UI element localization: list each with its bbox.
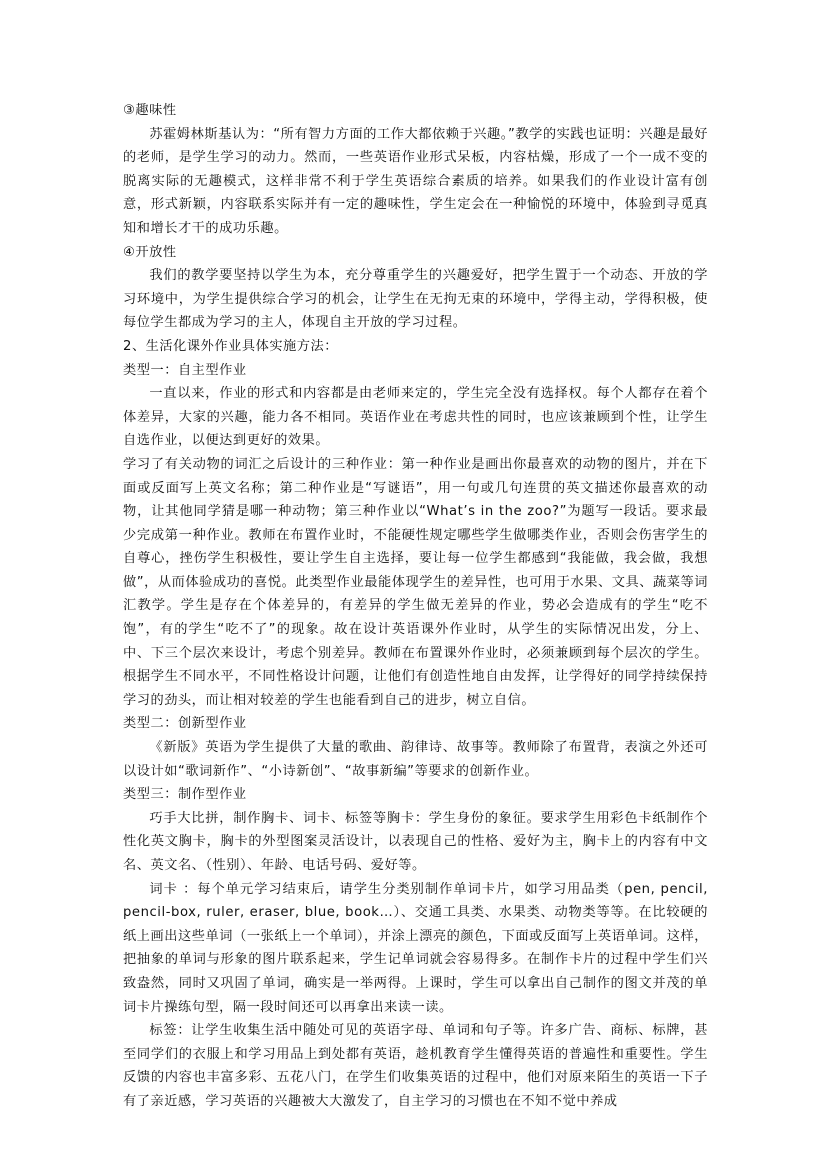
subheading-type-three: 类型三：制作型作业 <box>123 787 247 803</box>
paragraph-labels: 标签：让学生收集生活中随处可见的英语字母、单词和句子等。许多广告、商标、标牌，甚至同学们的衣服上和学习用品上到处都有英语，趁机教育学生懂得英语的普遍性和重要性。学生反馈的内容也丰富多彩、五花八门，在学生们收集英语的过程中，他们对原来陌生的英语一下子有了亲近感，学习英语的兴趣被大大激发了，自主学习的习惯也在不知不觉中养成 <box>123 1023 708 1109</box>
subheading-type-one: 类型一：自主型作业 <box>123 362 247 378</box>
paragraph-type-one-intro: 一直以来，作业的形式和内容都是由老师来定的，学生完全没有选择权。每个人都存在着个体差异，大家的兴趣，能力各不相同。英语作业在考虑共性的同时，也应该兼顾到个性，让学生自选作业，以便达到更好的效果。 <box>123 386 708 449</box>
section-heading-methods: 2、生活化课外作业具体实施方法： <box>123 338 339 354</box>
document-page <box>123 99 708 1114</box>
paragraph-type-two: 《新版》英语为学生提供了大量的歌曲、韵律诗、故事等。教师除了布置背，表演之外还可以设计如“歌词新作”、“小诗新创”、“故事新编”等要求的创新作业。 <box>123 740 708 779</box>
section-heading-interest: ③趣味性 <box>123 103 177 118</box>
subheading-type-two: 类型二：创新型作业 <box>123 716 247 732</box>
section-heading-openness: ④开放性 <box>123 244 177 260</box>
paragraph-badge-cards: 巧手大比拼，制作胸卡、词卡、标签等胸卡：学生身份的象征。要求学生用彩色卡纸制作个性化英文胸卡，胸卡的外型图案灵活设计，以表现自己的性格、爱好为主，胸卡上的内容有中文名、英文名、（性别）、年龄、电话号码、爱好等。 <box>123 810 708 873</box>
paragraph-type-one-example: 学习了有关动物的词汇之后设计的三种作业：第一种作业是画出你最喜欢的动物的图片，并在下面或反面写上英文名称；第二种作业是“写谜语”，用一句或几句连贯的英文描述你最喜欢的动物，让其他同学猜是哪一种动物；第三种作业以“What’s in the zoo?”为题写一段话。要求最少完成第一种作业。教师在布置作业时，不能硬性规定哪些学生做哪类作业，否则会伤害学生的自尊心，挫伤学生积极性，要让学生自主选择，要让每一位学生都感到“我能做，我会做，我想做”，从而体验成功的喜悦。此类型作业最能体现学生的差异性，也可用于水果、文具、蔬菜等词汇教学。学生是存在个体差异的，有差异的学生做无差异的作业，势必会造成有的学生“吃不饱”，有的学生“吃不了”的现象。故在设计英语课外作业时，从学生的实际情况出发，分上、中、下三个层次来设计，考虑个别差异。教师在布置课外作业时，必须兼顾到每个层次的学生。根据学生不同水平，不同性格设计问题，让他们有创造性地自由发挥，让学得好的同学持续保持学习的劲头，而让相对较差的学生也能看到自己的进步，树立自信。 <box>123 456 708 708</box>
paragraph-word-cards: 词卡 ：每个单元学习结束后，请学生分类别制作单词卡片，如学习用品类（pen, pencil, pencil-box, ruler, eraser, blue, book…）、交通工具类、水果类、动物类等等。在比较硬的纸上画出这些单词（一张纸上一个单词），并涂上漂亮的颜色，下面或反面写上英语单词。这样，把抽象的单词与形象的图片联系起来，学生记单词就会容易得多。在制作卡片的过程中学生们兴致盎然，同时又巩固了单词，确实是一举两得。上课时，学生可以拿出自己制作的图文并茂的单词卡片操练句型，隔一段时间还可以再拿出来读一读。 <box>123 881 708 1015</box>
paragraph-openness: 我们的教学要坚持以学生为本，充分尊重学生的兴趣爱好，把学生置于一个动态、开放的学习环境中，为学生提供综合学习的机会，让学生在无拘无束的环境中，学得主动，学得积极，使每位学生都成为学习的主人，体现自主开放的学习过程。 <box>123 268 708 331</box>
paragraph-interest: 苏霍姆林斯基认为：“所有智力方面的工作大都依赖于兴趣。”教学的实践也证明：兴趣是最好的老师，是学生学习的动力。然而，一些英语作业形式呆板，内容枯燥，形成了一个一成不变的脱离实际的无趣模式，这样非常不利于学生英语综合素质的培养。如果我们的作业设计富有创意，形式新颖，内容联系实际并有一定的趣味性，学生定会在一种愉悦的环境中，体验到寻觅真知和增长才干的成功乐趣。 <box>123 126 708 236</box>
